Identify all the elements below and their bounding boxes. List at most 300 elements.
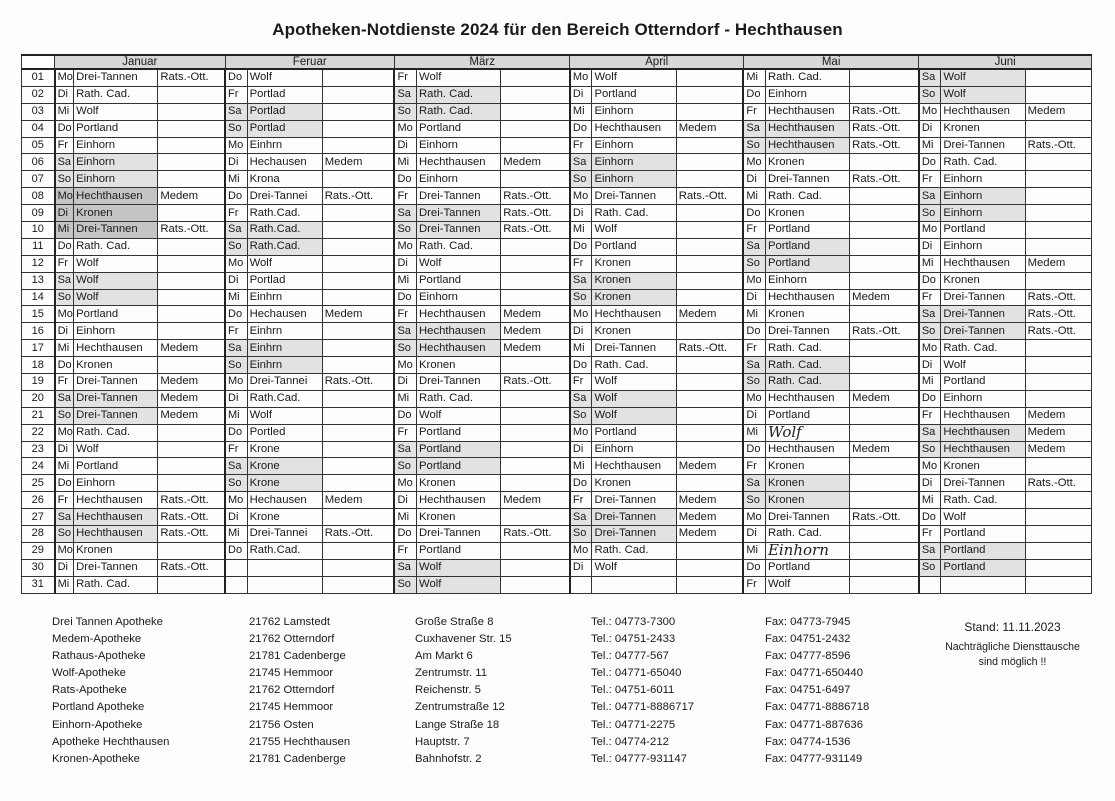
day-number: 27 (22, 509, 55, 526)
partner-pharmacy-cell: Rats.-Ott. (501, 526, 570, 543)
partner-pharmacy-cell (850, 340, 919, 357)
day-number: 16 (22, 323, 55, 340)
day-number: 23 (22, 441, 55, 458)
weekday-cell: Fr (570, 374, 592, 391)
partner-pharmacy-cell (1025, 357, 1091, 374)
page-title: Apotheken-Notdienste 2024 für den Bereich Otterndorf - Hechthausen (272, 20, 843, 39)
pharmacy-cell: Drei-Tannen (417, 205, 501, 222)
pharmacy-cell: Krone (247, 441, 322, 458)
pharmacy-phone-column (591, 614, 694, 768)
partner-pharmacy-cell (158, 154, 225, 171)
pharmacy-cell: Einhorn (941, 238, 1025, 255)
table-row (22, 289, 1092, 306)
pharmacy-cell: Einhorn (417, 137, 501, 154)
weekday-cell: Fr (225, 205, 247, 222)
weekday-cell: So (919, 205, 941, 222)
partner-pharmacy-cell (850, 424, 919, 441)
pharmacy-cell: Einhorn (592, 137, 676, 154)
pharmacy-fax: Fax: 04777-8596 (765, 650, 851, 663)
partner-pharmacy-cell (1025, 238, 1091, 255)
pharmacy-cell: Rath. Cad. (765, 188, 849, 205)
partner-pharmacy-cell: Rats.-Ott. (158, 559, 225, 576)
weekday-cell: Fr (55, 255, 74, 272)
weekday-cell: Do (743, 559, 765, 576)
pharmacy-cell: Kronen (941, 458, 1025, 475)
partner-pharmacy-cell: Medem (676, 306, 743, 323)
pharmacy-cell: Portland (765, 238, 849, 255)
weekday-cell: Mi (55, 340, 74, 357)
weekday-cell: Di (225, 509, 247, 526)
pharmacy-cell: Portled (247, 424, 322, 441)
partner-pharmacy-cell (676, 576, 743, 593)
partner-pharmacy-cell (850, 188, 919, 205)
pharmacy-cell (247, 559, 322, 576)
weekday-cell: Sa (225, 340, 247, 357)
pharmacy-cell: Drei-Tannei (247, 188, 322, 205)
day-number: 22 (22, 424, 55, 441)
table-row (22, 492, 1092, 509)
partner-pharmacy-cell: Medem (501, 340, 570, 357)
pharmacy-cell: Portland (941, 526, 1025, 543)
pharmacy-cell: Einhrn (247, 323, 322, 340)
partner-pharmacy-cell (158, 205, 225, 222)
partner-pharmacy-cell (850, 238, 919, 255)
pharmacy-cell: Wolf (765, 424, 849, 441)
partner-pharmacy-cell: Rats.-Ott. (850, 171, 919, 188)
table-row (22, 526, 1092, 543)
partner-pharmacy-cell: Medem (501, 323, 570, 340)
pharmacy-cell: Rath.Cad. (247, 205, 322, 222)
weekday-cell (225, 559, 247, 576)
partner-pharmacy-cell: Medem (501, 154, 570, 171)
pharmacy-cell: Einhorn (592, 154, 676, 171)
weekday-cell: So (919, 559, 941, 576)
partner-pharmacy-cell: Rats.-Ott. (676, 340, 743, 357)
weekday-cell: Di (570, 86, 592, 103)
month-header: Januar (55, 55, 225, 69)
pharmacy-phone: Tel.: 04771-8886717 (591, 701, 695, 714)
pharmacy-cell: Portlad (247, 103, 322, 120)
pharmacy-cell: Drei-Tannen (592, 509, 676, 526)
swap-note-line1: Nachträgliche Diensttausche (945, 641, 1080, 653)
weekday-cell: Mo (394, 357, 416, 374)
pharmacy-city: 21745 Hemmoor (249, 667, 334, 680)
partner-pharmacy-cell (1025, 576, 1091, 593)
day-number: 01 (22, 69, 55, 86)
partner-pharmacy-cell (676, 238, 743, 255)
pharmacy-cell: Drei-Tannen (592, 188, 676, 205)
pharmacy-cell: Kronen (417, 475, 501, 492)
pharmacy-cell: Drei-Tannen (592, 526, 676, 543)
table-row (22, 407, 1092, 424)
weekday-cell: Mi (743, 306, 765, 323)
partner-pharmacy-cell (676, 205, 743, 222)
partner-pharmacy-cell: Rats.-Ott. (322, 374, 394, 391)
swap-note-line2: sind möglich !! (978, 656, 1047, 668)
weekday-cell: Di (55, 559, 74, 576)
day-number: 02 (22, 86, 55, 103)
weekday-cell: Sa (570, 509, 592, 526)
weekday-cell: Fr (570, 137, 592, 154)
pharmacy-cell: Drei-Tannen (74, 222, 158, 239)
partner-pharmacy-cell (322, 323, 394, 340)
day-number: 05 (22, 137, 55, 154)
weekday-cell: Sa (394, 86, 416, 103)
partner-pharmacy-cell: Rats.-Ott. (1025, 323, 1091, 340)
pharmacy-cell: Portland (74, 306, 158, 323)
weekday-cell: Mi (225, 526, 247, 543)
pharmacy-city: 21762 Otterndorf (249, 633, 335, 646)
weekday-cell: Fr (55, 137, 74, 154)
pharmacy-cell: Kronen (765, 458, 849, 475)
pharmacy-cell: Rath. Cad. (765, 357, 849, 374)
partner-pharmacy-cell (1025, 154, 1091, 171)
weekday-cell: Do (919, 390, 941, 407)
pharmacy-cell: Einhorn (417, 171, 501, 188)
weekday-cell: So (55, 289, 74, 306)
day-number: 25 (22, 475, 55, 492)
pharmacy-cell: Kronen (765, 492, 849, 509)
partner-pharmacy-cell (676, 424, 743, 441)
table-row (22, 424, 1092, 441)
pharmacy-street: Lange Straße 18 (415, 718, 500, 731)
weekday-cell: Mo (55, 306, 74, 323)
pharmacy-cell: Einhorn (74, 475, 158, 492)
pharmacy-phone: Tel.: 04777-567 (591, 650, 669, 663)
pharmacy-cell: Portland (417, 542, 501, 559)
partner-pharmacy-cell (158, 424, 225, 441)
partner-pharmacy-cell (1025, 374, 1091, 391)
pharmacy-name: Einhorn-Apotheke (52, 718, 143, 731)
day-number: 12 (22, 255, 55, 272)
partner-pharmacy-cell: Medem (676, 120, 743, 137)
pharmacy-cell: Hechthausen (765, 120, 849, 137)
partner-pharmacy-cell: Medem (1025, 103, 1091, 120)
pharmacy-cell: Wolf (74, 289, 158, 306)
pharmacy-cell: Drei-Tannen (592, 492, 676, 509)
weekday-cell: Mo (919, 340, 941, 357)
pharmacy-cell: Hechausen (247, 492, 322, 509)
weekday-cell: Fr (225, 441, 247, 458)
pharmacy-cell: Portlad (247, 120, 322, 137)
pharmacy-street: Reichenstr. 5 (415, 684, 481, 697)
day-number: 08 (22, 188, 55, 205)
pharmacy-name: Rathaus-Apotheke (52, 650, 146, 663)
table-row (22, 222, 1092, 239)
pharmacy-cell: Portland (74, 458, 158, 475)
pharmacy-cell: Hechthausen (417, 492, 501, 509)
partner-pharmacy-cell: Rats.-Ott. (1025, 475, 1091, 492)
stand-date: Stand: 11.11.2023 (964, 620, 1061, 634)
table-row (22, 103, 1092, 120)
weekday-cell: Sa (743, 357, 765, 374)
partner-pharmacy-cell (501, 272, 570, 289)
partner-pharmacy-cell (501, 120, 570, 137)
pharmacy-phone: Tel.: 04771-2275 (591, 718, 676, 731)
weekday-cell: So (919, 441, 941, 458)
pharmacy-name: Rats-Apotheke (52, 684, 127, 697)
pharmacy-cell: Wolf (247, 407, 322, 424)
weekday-cell: Mo (55, 69, 74, 86)
partner-pharmacy-cell: Medem (1025, 441, 1091, 458)
pharmacy-cell: Kronen (765, 154, 849, 171)
partner-pharmacy-cell (322, 559, 394, 576)
weekday-cell: Sa (394, 323, 416, 340)
pharmacy-fax: Fax: 04771-8886718 (765, 701, 870, 714)
pharmacy-cell: Drei-Tannen (765, 171, 849, 188)
weekday-cell: Mi (55, 103, 74, 120)
pharmacy-street: Am Markt 6 (415, 650, 473, 663)
partner-pharmacy-cell (850, 272, 919, 289)
pharmacy-cell: Drei-Tannen (74, 374, 158, 391)
weekday-cell: Do (394, 171, 416, 188)
weekday-cell: Do (394, 526, 416, 543)
pharmacy-cell: Hechthausen (592, 120, 676, 137)
table-row (22, 255, 1092, 272)
pharmacy-cell: Wolf (592, 407, 676, 424)
weekday-cell: Fr (570, 255, 592, 272)
weekday-cell: Di (919, 238, 941, 255)
pharmacy-cell: Kronen (941, 120, 1025, 137)
weekday-cell: Do (919, 509, 941, 526)
weekday-cell: Mi (743, 69, 765, 86)
partner-pharmacy-cell (158, 323, 225, 340)
partner-pharmacy-cell (850, 69, 919, 86)
table-row (22, 154, 1092, 171)
pharmacy-cell: Rath.Cad. (247, 390, 322, 407)
partner-pharmacy-cell (676, 289, 743, 306)
weekday-cell: Di (394, 255, 416, 272)
pharmacy-street: Zentrumstr. 11 (415, 667, 487, 680)
partner-pharmacy-cell (322, 137, 394, 154)
pharmacy-cell: Krona (247, 171, 322, 188)
day-number: 07 (22, 171, 55, 188)
weekday-cell: Mi (919, 374, 941, 391)
pharmacy-name: Portland Apotheke (52, 701, 145, 714)
pharmacy-cell: Einhorn (74, 154, 158, 171)
weekday-cell: So (394, 458, 416, 475)
weekday-cell: So (394, 340, 416, 357)
pharmacy-street: Große Straße 8 (415, 616, 494, 628)
partner-pharmacy-cell: Rats.-Ott. (850, 120, 919, 137)
partner-pharmacy-cell (850, 374, 919, 391)
partner-pharmacy-cell (1025, 390, 1091, 407)
weekday-cell: Sa (55, 154, 74, 171)
day-number: 10 (22, 222, 55, 239)
month-header: Feruar (225, 55, 394, 69)
partner-pharmacy-cell: Rats.-Ott. (501, 188, 570, 205)
weekday-cell: Do (225, 424, 247, 441)
pharmacy-fax: Fax: 04771-887636 (765, 718, 863, 731)
partner-pharmacy-cell (501, 475, 570, 492)
partner-pharmacy-cell (1025, 120, 1091, 137)
pharmacy-cell: Einhorn (941, 205, 1025, 222)
weekday-cell: Sa (919, 306, 941, 323)
pharmacy-cell: Portland (765, 222, 849, 239)
weekday-cell: Di (743, 526, 765, 543)
partner-pharmacy-cell (850, 255, 919, 272)
pharmacy-cell: Rath. Cad. (74, 238, 158, 255)
pharmacy-cell: Hechthausen (417, 306, 501, 323)
weekday-cell: So (55, 407, 74, 424)
weekday-cell: So (225, 120, 247, 137)
pharmacy-city-column (249, 614, 350, 768)
weekday-cell: Do (55, 475, 74, 492)
weekday-cell: Mo (394, 120, 416, 137)
weekday-cell: Fr (394, 69, 416, 86)
weekday-cell: Fr (919, 171, 941, 188)
partner-pharmacy-cell (1025, 509, 1091, 526)
weekday-cell (570, 576, 592, 593)
partner-pharmacy-cell: Medem (850, 390, 919, 407)
weekday-cell: Fr (55, 492, 74, 509)
table-row (22, 69, 1092, 86)
table-row (22, 475, 1092, 492)
day-number: 04 (22, 120, 55, 137)
pharmacy-cell: Einhorn (765, 542, 849, 559)
partner-pharmacy-cell: Medem (1025, 407, 1091, 424)
partner-pharmacy-cell (501, 509, 570, 526)
weekday-cell: Sa (919, 188, 941, 205)
pharmacy-city: 21781 Cadenberge (249, 650, 346, 663)
pharmacy-cell: Krone (247, 509, 322, 526)
weekday-cell: Mo (225, 492, 247, 509)
weekday-cell: Di (55, 441, 74, 458)
weekday-cell: Fr (394, 306, 416, 323)
partner-pharmacy-cell: Medem (676, 458, 743, 475)
weekday-cell: Di (919, 357, 941, 374)
partner-pharmacy-cell: Medem (1025, 424, 1091, 441)
weekday-cell: Fr (743, 340, 765, 357)
partner-pharmacy-cell (850, 222, 919, 239)
partner-pharmacy-cell: Medem (501, 492, 570, 509)
day-number: 06 (22, 154, 55, 171)
table-row (22, 238, 1092, 255)
partner-pharmacy-cell: Rats.-Ott. (322, 188, 394, 205)
weekday-cell: Mo (55, 188, 74, 205)
partner-pharmacy-cell (322, 542, 394, 559)
weekday-cell: Sa (743, 238, 765, 255)
pharmacy-fax: Fax: 04751-6497 (765, 684, 851, 697)
partner-pharmacy-cell (501, 424, 570, 441)
pharmacy-cell: Hechthausen (417, 340, 501, 357)
partner-pharmacy-cell: Rats.-Ott. (676, 188, 743, 205)
partner-pharmacy-cell (501, 407, 570, 424)
weekday-cell: Mo (225, 137, 247, 154)
partner-pharmacy-cell: Medem (850, 289, 919, 306)
weekday-cell: So (570, 526, 592, 543)
weekday-cell: Fr (743, 576, 765, 593)
weekday-cell: Mo (394, 475, 416, 492)
pharmacy-cell: Wolf (74, 255, 158, 272)
partner-pharmacy-cell (158, 542, 225, 559)
day-number: 14 (22, 289, 55, 306)
pharmacy-cell: Wolf (941, 357, 1025, 374)
partner-pharmacy-cell (676, 255, 743, 272)
partner-pharmacy-cell (501, 559, 570, 576)
pharmacy-cell: Rath. Cad. (417, 103, 501, 120)
pharmacy-cell: Hechthausen (417, 154, 501, 171)
partner-pharmacy-cell (676, 475, 743, 492)
pharmacy-name-column (52, 614, 169, 768)
partner-pharmacy-cell (1025, 69, 1091, 86)
weekday-cell: Do (743, 323, 765, 340)
weekday-cell: Do (225, 69, 247, 86)
weekday-cell: Di (394, 374, 416, 391)
weekday-cell: Di (743, 289, 765, 306)
pharmacy-cell: Rath. Cad. (941, 492, 1025, 509)
pharmacy-street: Hauptstr. 7 (415, 735, 470, 748)
pharmacy-cell: Kronen (74, 357, 158, 374)
pharmacy-phone: Tel.: 04771-65040 (591, 667, 682, 680)
pharmacy-cell: Portlad (247, 86, 322, 103)
weekday-cell: So (570, 171, 592, 188)
pharmacy-city: 21756 Osten (249, 718, 314, 731)
table-row (22, 137, 1092, 154)
partner-pharmacy-cell (322, 509, 394, 526)
pharmacy-cell: Wolf (247, 69, 322, 86)
weekday-cell: Mi (743, 424, 765, 441)
partner-pharmacy-cell (322, 390, 394, 407)
weekday-cell: Sa (55, 272, 74, 289)
partner-pharmacy-cell: Rats.-Ott. (158, 222, 225, 239)
weekday-cell: Mi (570, 340, 592, 357)
pharmacy-cell: Kronen (765, 306, 849, 323)
partner-pharmacy-cell (158, 272, 225, 289)
pharmacy-city: 21762 Lamstedt (249, 616, 331, 628)
pharmacy-cell: Wolf (941, 509, 1025, 526)
partner-pharmacy-cell: Medem (676, 492, 743, 509)
partner-pharmacy-cell: Rats.-Ott. (501, 205, 570, 222)
pharmacy-cell: Hechthausen (765, 390, 849, 407)
pharmacy-cell: Kronen (592, 272, 676, 289)
day-number: 30 (22, 559, 55, 576)
pharmacy-cell: Kronen (592, 255, 676, 272)
day-number: 26 (22, 492, 55, 509)
table-row (22, 272, 1092, 289)
pharmacy-cell: Kronen (417, 357, 501, 374)
pharmacy-cell: Portland (765, 255, 849, 272)
pharmacy-cell: Drei-Tannen (417, 526, 501, 543)
weekday-cell: So (743, 137, 765, 154)
partner-pharmacy-cell (158, 357, 225, 374)
month-header: Juni (919, 55, 1092, 69)
partner-pharmacy-cell (850, 357, 919, 374)
partner-pharmacy-cell (501, 390, 570, 407)
partner-pharmacy-cell (850, 559, 919, 576)
day-number: 17 (22, 340, 55, 357)
weekday-cell: Mo (225, 374, 247, 391)
weekday-cell: Mo (570, 306, 592, 323)
weekday-cell: Mo (919, 222, 941, 239)
table-row (22, 120, 1092, 137)
weekday-cell: Di (570, 559, 592, 576)
partner-pharmacy-cell (501, 289, 570, 306)
pharmacy-cell: Wolf (941, 69, 1025, 86)
partner-pharmacy-cell (322, 238, 394, 255)
pharmacy-cell: Einhorn (417, 289, 501, 306)
table-row (22, 306, 1092, 323)
table-row (22, 509, 1092, 526)
weekday-cell: Do (570, 475, 592, 492)
pharmacy-cell: Portland (74, 120, 158, 137)
weekday-cell: So (743, 492, 765, 509)
pharmacy-cell: Rath. Cad. (765, 340, 849, 357)
weekday-cell: Do (225, 306, 247, 323)
pharmacy-cell: Rath.Cad. (247, 222, 322, 239)
partner-pharmacy-cell (676, 390, 743, 407)
partner-pharmacy-cell: Medem (158, 340, 225, 357)
